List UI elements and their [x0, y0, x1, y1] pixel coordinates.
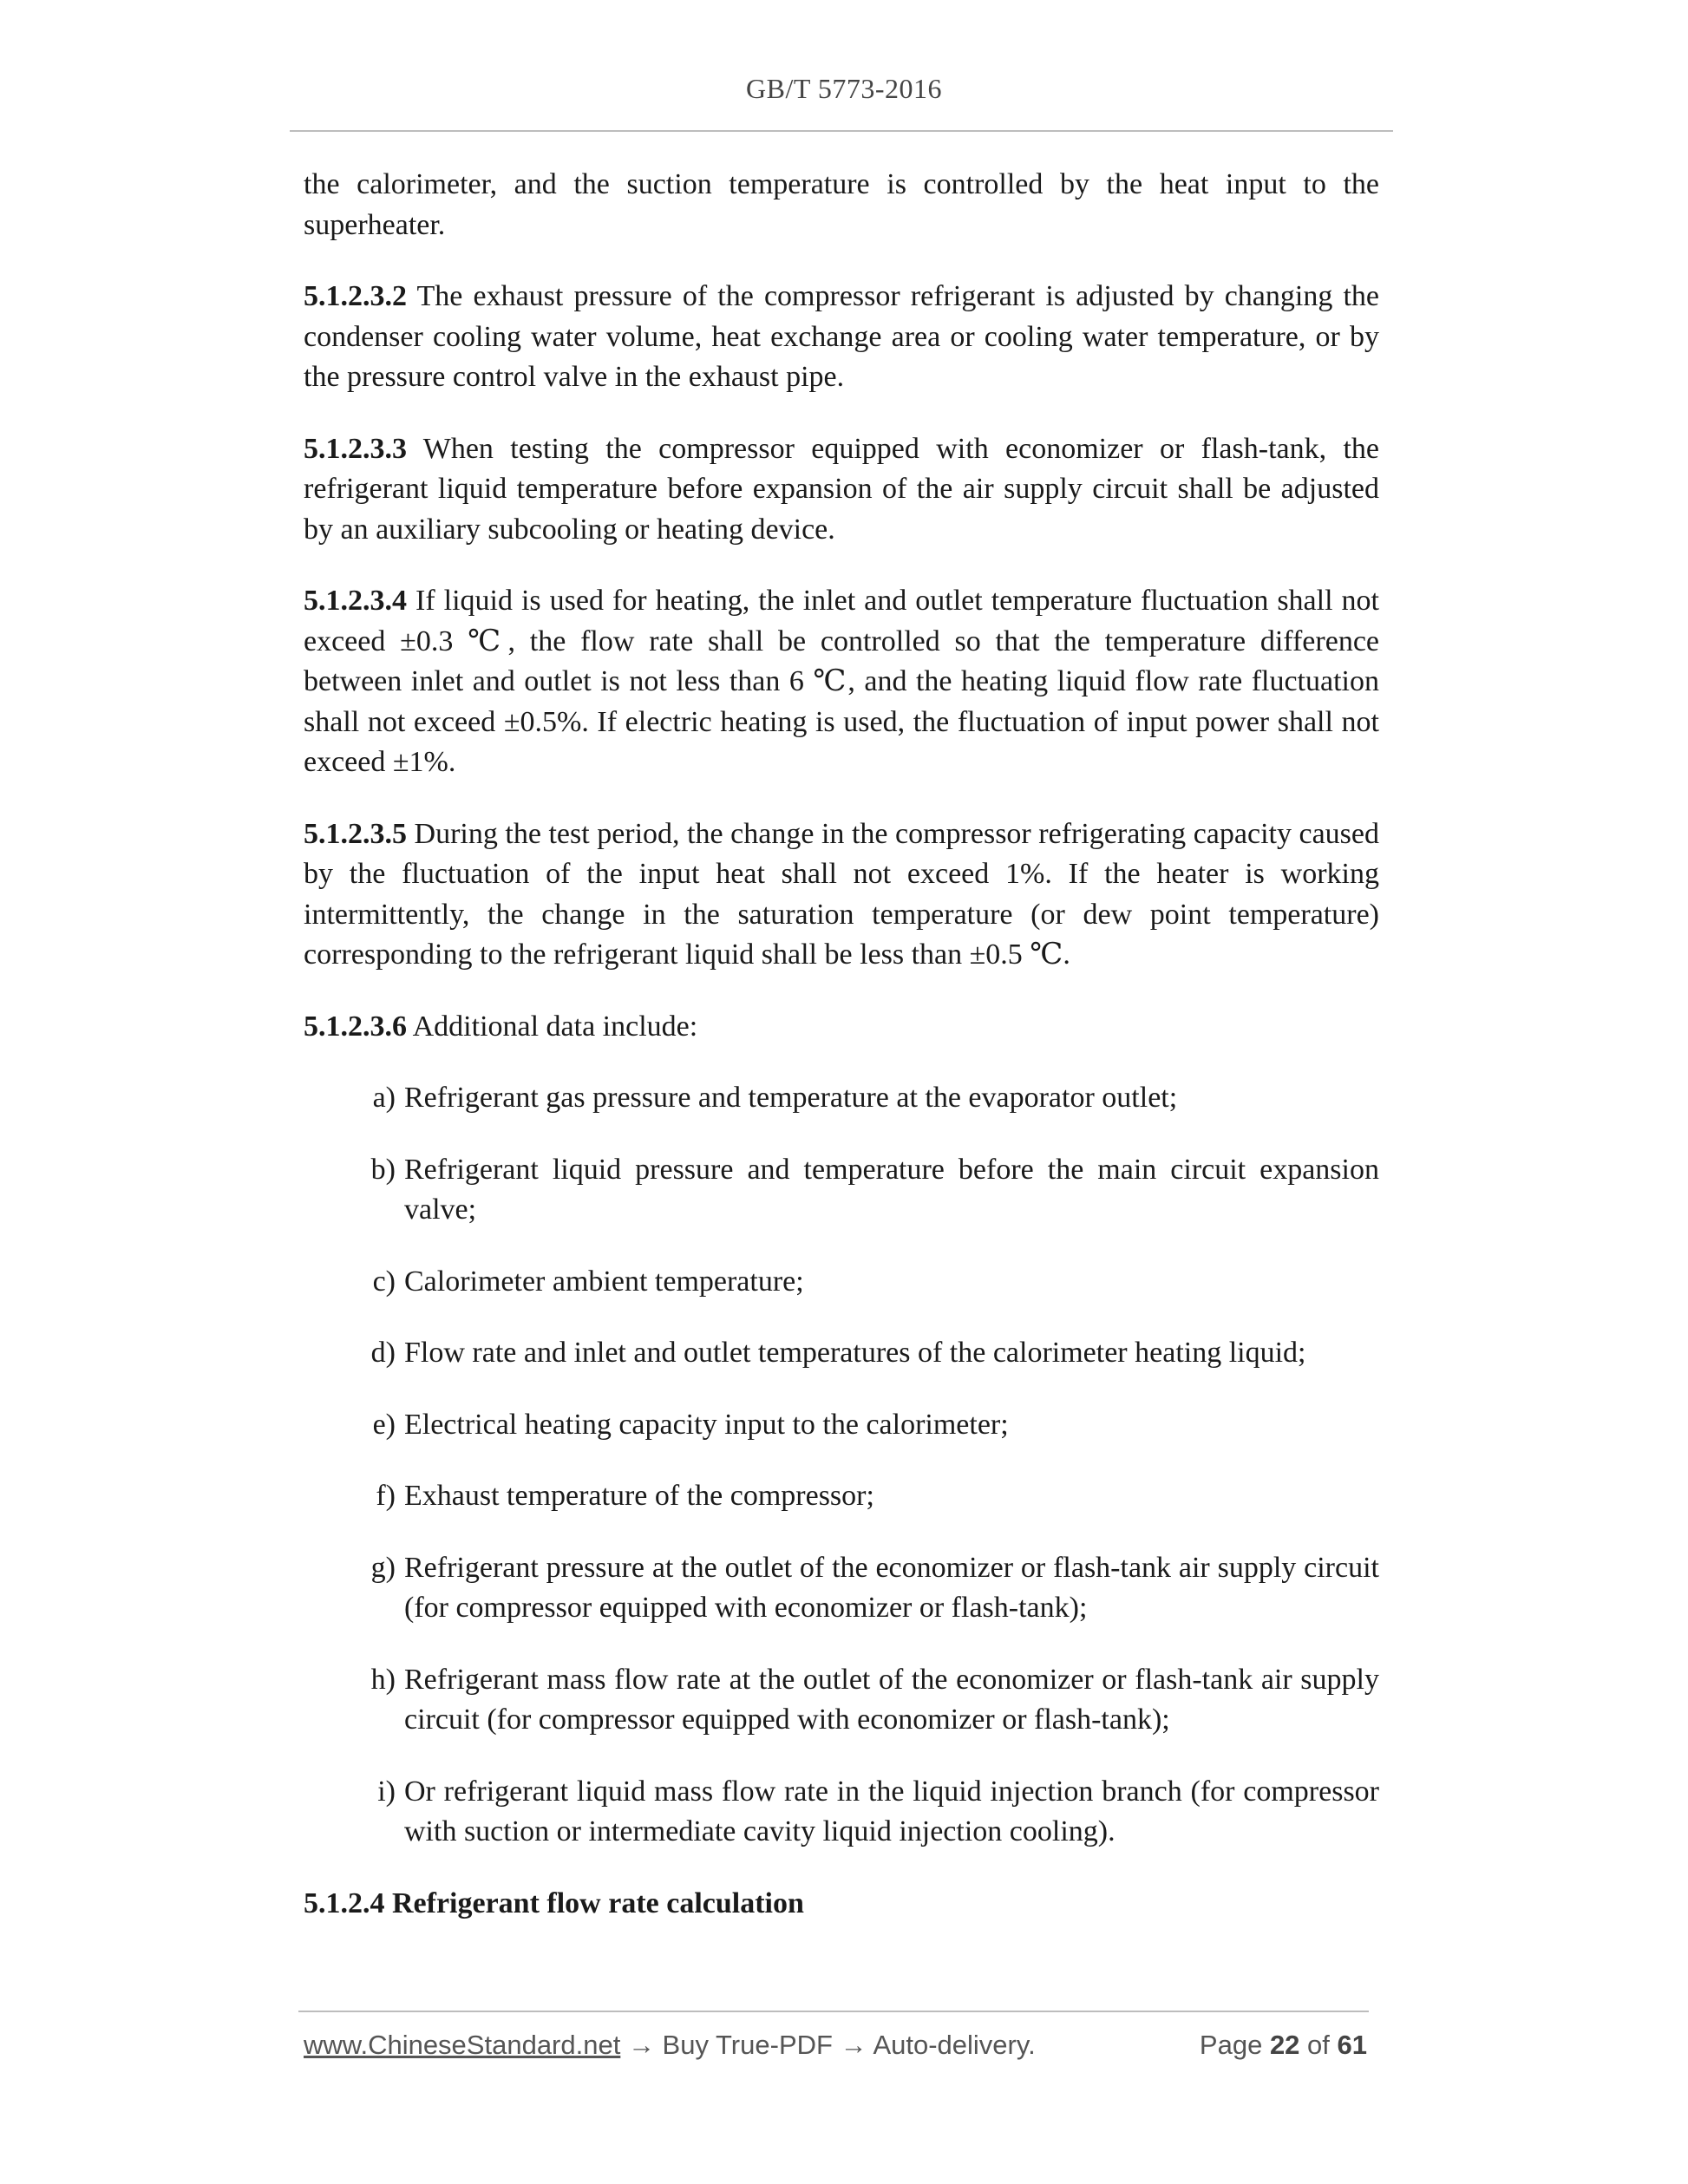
section-heading: [304, 1884, 1379, 1925]
list-item: [304, 1150, 1379, 1231]
footer-promo: [304, 2030, 1036, 2061]
promo-text: → Buy True-PDF → Auto-delivery.: [620, 2030, 1036, 2060]
list-item: [304, 1548, 1379, 1629]
page-of-label: of: [1299, 2030, 1338, 2060]
list-marker: e): [372, 1408, 396, 1441]
list-item: [304, 1262, 1379, 1303]
page-label: Page: [1199, 2030, 1270, 2060]
list-marker: c): [372, 1265, 396, 1298]
current-page: 22: [1269, 2030, 1300, 2060]
list-item: [304, 1078, 1379, 1119]
intro-paragraph: the calorimeter, and the suction temperature is controlled by the heat input to the superheater.: [304, 168, 1379, 241]
list-item: [304, 1333, 1379, 1374]
clause-5-1-2-3-3: [304, 429, 1379, 551]
header-divider: [290, 130, 1393, 132]
document-code: GB/T 5773-2016: [746, 73, 942, 104]
list-text: Or refrigerant liquid mass flow rate in the liquid injection branch (for compressor with suction or intermediate cavity liquid injection cooling).: [404, 1775, 1379, 1847]
list-text: Electrical heating capacity input to the calorimeter;: [404, 1408, 1009, 1441]
clause-number: 5.1.2.3.3: [304, 432, 407, 465]
clause-text: When testing the compressor equipped with economizer or flash-tank, the refrigerant liquid temperature before expansion of the air supply circuit shall be adjusted by an auxiliary subcooling or heating device.: [304, 432, 1379, 546]
clause-number: 5.1.2.3.6: [304, 1010, 407, 1043]
list-marker: d): [370, 1337, 396, 1369]
list-marker: b): [370, 1153, 396, 1186]
website-link[interactable]: www.ChineseStandard.net: [304, 2030, 621, 2060]
list-item: [304, 1476, 1379, 1517]
list-marker: a): [372, 1082, 396, 1114]
list-marker: f): [376, 1480, 396, 1512]
clause-5-1-2-3-4: [304, 581, 1379, 783]
list-text: Refrigerant liquid pressure and temperature before the main circuit expansion valve;: [404, 1153, 1379, 1226]
clause-number: 5.1.2.3.2: [304, 280, 407, 312]
list-marker: h): [370, 1663, 396, 1696]
list-item: [304, 1405, 1379, 1446]
list-text: Refrigerant gas pressure and temperature at the evaporator outlet;: [404, 1082, 1178, 1114]
clause-5-1-2-3-5: [304, 814, 1379, 976]
list-text: Refrigerant pressure at the outlet of the economizer or flash-tank air supply circuit (for compressor equipped with economizer or flash-tank);: [404, 1551, 1379, 1624]
clause-number: 5.1.2.3.5: [304, 817, 407, 850]
footer-divider: [298, 2011, 1369, 2012]
list-text: Exhaust temperature of the compressor;: [404, 1480, 874, 1512]
list-marker: g): [370, 1551, 396, 1584]
list-text: Calorimeter ambient temperature;: [404, 1265, 804, 1298]
list-text: Flow rate and inlet and outlet temperatures of the calorimeter heating liquid;: [404, 1337, 1306, 1369]
list-item: [304, 1660, 1379, 1741]
clause-text: During the test period, the change in the compressor refrigerating capacity caused by the fluctuation of the input heat shall not exceed 1%. If the heater is working intermittently, the change in the saturation temperature (or dew point temperature) corresponding to the refrigerant liquid shall be less than ±0.5 ℃.: [304, 817, 1379, 971]
clause-5-1-2-3-6: [304, 1007, 1379, 1048]
clause-text: Additional data include:: [407, 1010, 698, 1043]
page-header: [0, 73, 1688, 105]
list-item: [304, 1772, 1379, 1853]
clause-number: 5.1.2.3.4: [304, 585, 407, 617]
list-text: Refrigerant mass flow rate at the outlet of the economizer or flash-tank air supply circuit (for compressor equipped with economizer or flash-tank);: [404, 1663, 1379, 1736]
total-pages: 61: [1337, 2030, 1367, 2060]
clause-text: If liquid is used for heating, the inlet and outlet temperature fluctuation shall not exceed ±0.3 ℃, the flow rate shall be controlled so that the temperature difference between inlet and outlet is not less than 6 ℃, and the heating liquid flow rate fluctuation shall not exceed ±0.5%. If electric heating is used, the fluctuation of input power shall not exceed ±1%.: [304, 585, 1379, 778]
clause-text: The exhaust pressure of the compressor refrigerant is adjusted by changing the condenser cooling water volume, heat exchange area or cooling water temperature, or by the pressure control valve in the exhaust pipe.: [304, 280, 1379, 393]
section-number: 5.1.2.4: [304, 1886, 385, 1919]
list-marker: i): [377, 1775, 396, 1808]
section-title: Refrigerant flow rate calculation: [384, 1886, 804, 1919]
additional-data-list: [304, 1078, 1379, 1853]
page-indicator: [1200, 2030, 1367, 2061]
clause-5-1-2-3-2: [304, 277, 1379, 398]
document-body: [304, 165, 1379, 1924]
